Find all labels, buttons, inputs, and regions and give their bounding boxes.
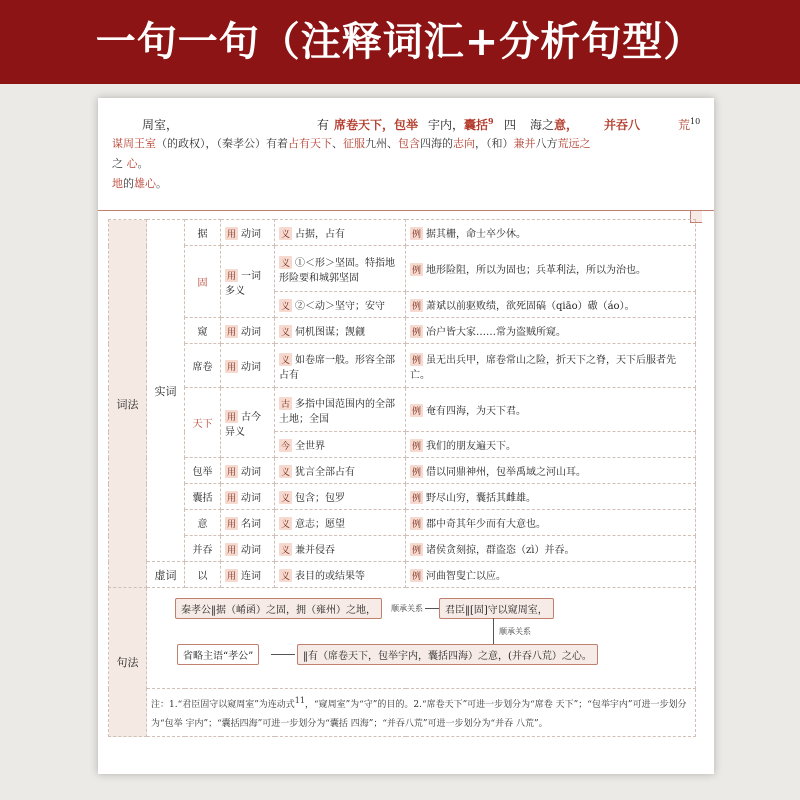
- meaning-cell: 义 ②＜动＞坚守；安守: [275, 292, 406, 318]
- translation-line: 地的雄心。: [112, 177, 167, 190]
- relation-label: 顺承关系: [499, 627, 531, 636]
- meaning-cell: 义 犹言全部占有: [275, 458, 406, 484]
- source-part: 有: [317, 118, 330, 132]
- table-row: [109, 344, 696, 388]
- connector-line: [425, 608, 439, 609]
- connector-line: [493, 618, 494, 644]
- meaning-cell: 义 ①＜形＞坚固。特指地形险要和城郭坚固: [275, 246, 406, 292]
- grammar-box: 君臣‖[固]守以窥周室，: [439, 598, 554, 619]
- example-cell: 例 我们的朋友遍天下。: [406, 432, 696, 458]
- source-part: 周室，: [142, 118, 179, 132]
- table-row: [109, 318, 696, 344]
- word-cell: 据: [185, 220, 221, 246]
- category-cell: 句法: [109, 588, 147, 737]
- meaning-cell: 义 意志；愿望: [275, 510, 406, 536]
- word-cell: 意: [185, 510, 221, 536]
- example-cell: 例 地形险阻，所以为固也；兵革利法，所以为治也。: [406, 246, 696, 292]
- table-row: [109, 510, 696, 536]
- table-row: [109, 246, 696, 292]
- relation-label: 顺承关系: [391, 604, 423, 613]
- usage-cell: 用 一词多义: [221, 246, 275, 318]
- translation-line: 谋周王室（的政权），（秦孝公）有着占有天下、征服九州、包含四海的志向，（和）兼并八方荒远之: [112, 137, 591, 150]
- meaning-cell: 义 包含；包罗: [275, 484, 406, 510]
- word-cell: 窥: [185, 318, 221, 344]
- source-part: 荒$^{10}$: [678, 117, 701, 132]
- word-cell: 包举: [185, 458, 221, 484]
- grammar-box: ‖有（席卷天下，包举宇内，囊括四海）之意，(并吞八荒）之心。: [297, 644, 598, 665]
- example-cell: 例 奄有四海，为天下君。: [406, 388, 696, 432]
- example-cell: 例 野尽山穷，囊括其雌雄。: [406, 484, 696, 510]
- usage-cell: 用 连词: [221, 562, 275, 588]
- table-row: [109, 588, 696, 689]
- meaning-cell: 义 兼并侵吞: [275, 536, 406, 562]
- example-cell: 例 冶户皆大家……常为盗贼所窥。: [406, 318, 696, 344]
- usage-cell: 用 动词: [221, 318, 275, 344]
- note-cell: 注：1.“君臣固守以窥周室”为连动式11，“窥周室”为“守”的目的。2.“席卷天下”可进一步划分为“席卷 天下”；“包举宇内”可进一步划分为“包举 宇内”；“囊括四海”可进一步划分为“囊括 四海”；“并吞八荒”可进一步划分为“并吞 八荒”。: [147, 689, 696, 737]
- meaning-cell: 义 伺机图谋；觊觎: [275, 318, 406, 344]
- example-cell: 例 诸侯贪刻掠，群盗恣（zì）并吞。: [406, 536, 696, 562]
- source-keyword: 席卷天下，包举: [334, 118, 419, 132]
- example-cell: 例 借以同鼎神州，包举禹域之河山耳。: [406, 458, 696, 484]
- translation-line: 之 心。: [112, 157, 149, 170]
- table-row: [109, 458, 696, 484]
- analysis-table: [108, 219, 696, 737]
- source-part: 四: [504, 118, 517, 132]
- example-cell: 例 据其栅，命士卒少休。: [406, 220, 696, 246]
- grammar-diagram: [147, 588, 695, 688]
- source-sentence: [112, 112, 702, 194]
- usage-cell: 用 动词: [221, 536, 275, 562]
- usage-cell: 用 动词: [221, 458, 275, 484]
- connector-line: [271, 654, 295, 655]
- source-keyword: 囊括$^9$: [464, 116, 494, 132]
- usage-cell: 用 名词: [221, 510, 275, 536]
- table-row: [109, 388, 696, 432]
- word-cell: 囊括: [185, 484, 221, 510]
- source-keyword: 并吞八: [604, 118, 641, 132]
- grammar-box: 省略主语“孝公”: [177, 644, 259, 665]
- usage-cell: 用 古今异义: [221, 388, 275, 458]
- table-row: [109, 689, 696, 737]
- usage-cell: 用 动词: [221, 344, 275, 388]
- subcategory-cell: 实词: [147, 220, 185, 562]
- meaning-cell: 义 如卷席一般。形容全部占有: [275, 344, 406, 388]
- table-row: [109, 484, 696, 510]
- grammar-box: 秦孝公‖据（崤函）之固，拥（雍州）之地，: [175, 598, 382, 619]
- word-cell: 席卷: [185, 344, 221, 388]
- source-line: [112, 112, 702, 134]
- source-part: 宇内，: [428, 118, 465, 132]
- example-cell: 例 虽无出兵甲，席卷常山之险，折天下之脊，天下后服者先亡。: [406, 344, 696, 388]
- meaning-cell: 义 表目的或结果等: [275, 562, 406, 588]
- table-row: [109, 536, 696, 562]
- example-cell: 例 郡中奇其年少而有大意也。: [406, 510, 696, 536]
- source-keyword: 意，: [554, 118, 579, 132]
- usage-cell: 用 动词: [221, 484, 275, 510]
- source-part: 海之: [530, 118, 555, 132]
- meaning-cell: 古 多指中国范围内的全部土地；全国: [275, 388, 406, 432]
- usage-cell: 用 动词: [221, 220, 275, 246]
- category-cell: 词法: [109, 220, 147, 588]
- document-page: [98, 98, 714, 774]
- meaning-cell: 今 全世界: [275, 432, 406, 458]
- word-cell: 并吞: [185, 536, 221, 562]
- example-cell: 例 河曲智叟亡以应。: [406, 562, 696, 588]
- word-cell: 固: [185, 246, 221, 318]
- word-cell: 以: [185, 562, 221, 588]
- subcategory-cell: 虚词: [147, 562, 185, 588]
- table-row: [109, 562, 696, 588]
- grammar-cell: [147, 588, 696, 689]
- word-cell: 天下: [185, 388, 221, 458]
- page-banner: 一句一句（注释词汇+分析句型）: [0, 0, 800, 84]
- table-row: [109, 220, 696, 246]
- meaning-cell: 义 占据，占有: [275, 220, 406, 246]
- example-cell: 例 萧斌以前驱败绩，欲死固碻（qiāo）磝（áo）。: [406, 292, 696, 318]
- section-divider: [98, 210, 714, 212]
